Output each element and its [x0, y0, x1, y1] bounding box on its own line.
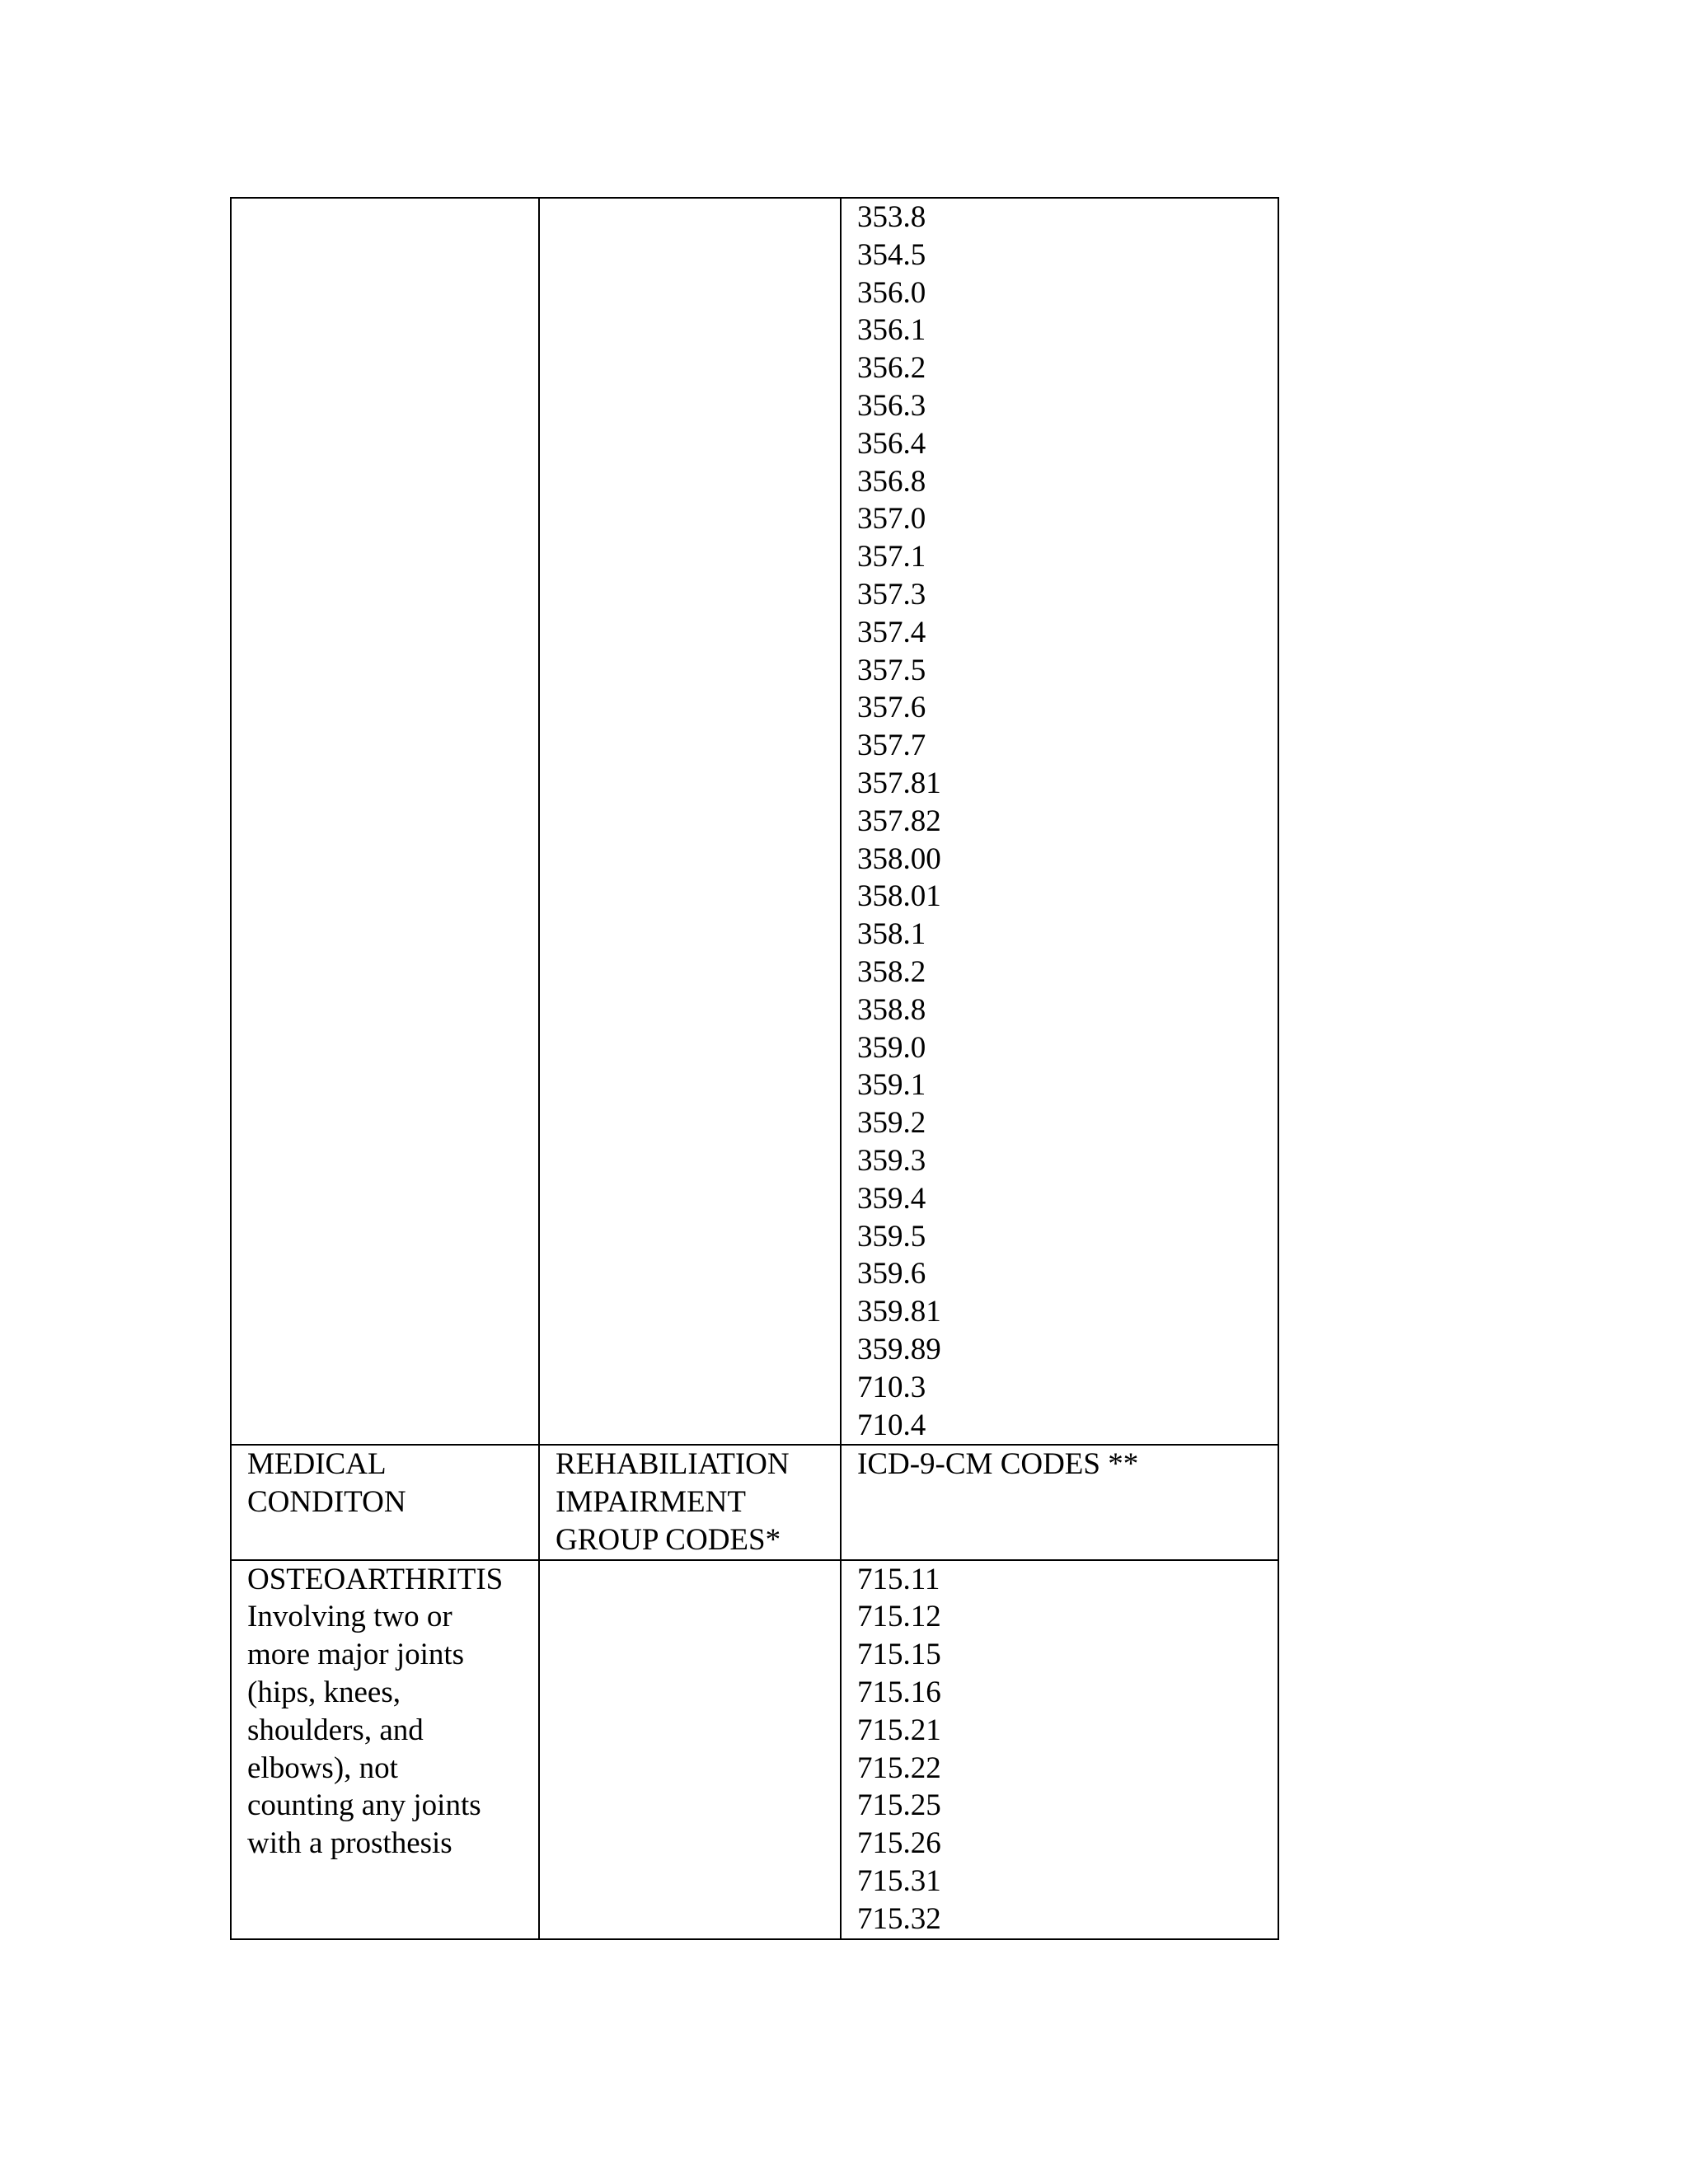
- header-text-line: IMPAIRMENT: [556, 1485, 746, 1520]
- icd-code: 354.5: [857, 237, 926, 272]
- icd-code: 715.22: [857, 1750, 941, 1785]
- condition-text-line: elbows), not: [247, 1750, 398, 1785]
- icd-code: 357.3: [857, 577, 926, 612]
- icd-code: 356.0: [857, 275, 926, 310]
- icd-code: 715.25: [857, 1788, 941, 1823]
- icd-code: 715.15: [857, 1638, 941, 1672]
- icd-code: 710.3: [857, 1370, 926, 1404]
- icd-code: 357.6: [857, 691, 926, 725]
- icd-code: 715.21: [857, 1713, 941, 1747]
- condition-text-line: shoulders, and: [247, 1713, 424, 1747]
- icd-code: 715.12: [857, 1600, 941, 1634]
- medical-condition-cell: [231, 198, 539, 1445]
- rig-codes-cell: [539, 1560, 841, 1939]
- icd-code: 715.26: [857, 1826, 941, 1861]
- icd-code: 715.31: [857, 1864, 941, 1899]
- icd-code: 357.5: [857, 653, 926, 687]
- icd-code: 358.1: [857, 917, 926, 952]
- icd-code: 356.2: [857, 351, 926, 386]
- icd-code: 359.3: [857, 1143, 926, 1178]
- icd-code: 357.4: [857, 615, 926, 649]
- icd-code: 357.1: [857, 540, 926, 574]
- icd-codes-cell: [841, 198, 1278, 1445]
- condition-text-line: with a prosthesis: [247, 1826, 452, 1861]
- icd-code: 356.8: [857, 464, 926, 499]
- icd-codes-table: [230, 197, 1279, 1940]
- icd-code: 357.0: [857, 502, 926, 537]
- icd-code: 358.00: [857, 841, 941, 876]
- header-icd-codes: [841, 1445, 1278, 1559]
- header-rig-codes: [539, 1445, 841, 1559]
- icd-code: 359.6: [857, 1257, 926, 1291]
- icd-code: 356.1: [857, 313, 926, 348]
- icd-code: 359.4: [857, 1181, 926, 1216]
- icd-code: 357.7: [857, 729, 926, 763]
- icd-code: 356.3: [857, 388, 926, 423]
- icd-code: 710.4: [857, 1408, 926, 1442]
- header-text-line: CONDITON: [247, 1485, 406, 1520]
- icd-code: 359.89: [857, 1332, 941, 1366]
- rig-codes-cell: [539, 198, 841, 1445]
- icd-code: 359.2: [857, 1106, 926, 1141]
- icd-codes-cell: [841, 1560, 1278, 1939]
- icd-code: 357.82: [857, 804, 941, 838]
- condition-text-line: OSTEOARTHRITIS: [247, 1562, 504, 1596]
- header-text-line: REHABILIATION: [556, 1447, 790, 1482]
- icd-code: 359.5: [857, 1219, 926, 1254]
- icd-code: 353.8: [857, 200, 926, 234]
- table-row: [231, 1560, 1278, 1939]
- icd-code: 359.1: [857, 1068, 926, 1103]
- icd-code: 358.8: [857, 992, 926, 1027]
- header-text-line: MEDICAL: [247, 1447, 387, 1482]
- table-row: [231, 198, 1278, 1445]
- icd-code: 358.2: [857, 954, 926, 989]
- condition-text-line: counting any joints: [247, 1788, 481, 1823]
- header-text-line: GROUP CODES*: [556, 1522, 781, 1557]
- header-medical-condition: [231, 1445, 539, 1559]
- medical-condition-cell: [231, 1560, 539, 1939]
- table-header-row: [231, 1445, 1278, 1559]
- condition-text-line: more major joints: [247, 1638, 465, 1672]
- icd-code: 358.01: [857, 879, 941, 914]
- icd-code: 715.32: [857, 1901, 941, 1936]
- condition-text-line: Involving two or: [247, 1600, 452, 1634]
- icd-code: 356.4: [857, 426, 926, 461]
- icd-code: 357.81: [857, 766, 941, 800]
- header-text-line: ICD-9-CM CODES **: [857, 1447, 1139, 1482]
- condition-text-line: (hips, knees,: [247, 1675, 401, 1710]
- icd-code: 715.16: [857, 1675, 941, 1710]
- icd-code: 359.81: [857, 1295, 941, 1329]
- icd-code: 359.0: [857, 1030, 926, 1065]
- icd-code: 715.11: [857, 1562, 940, 1596]
